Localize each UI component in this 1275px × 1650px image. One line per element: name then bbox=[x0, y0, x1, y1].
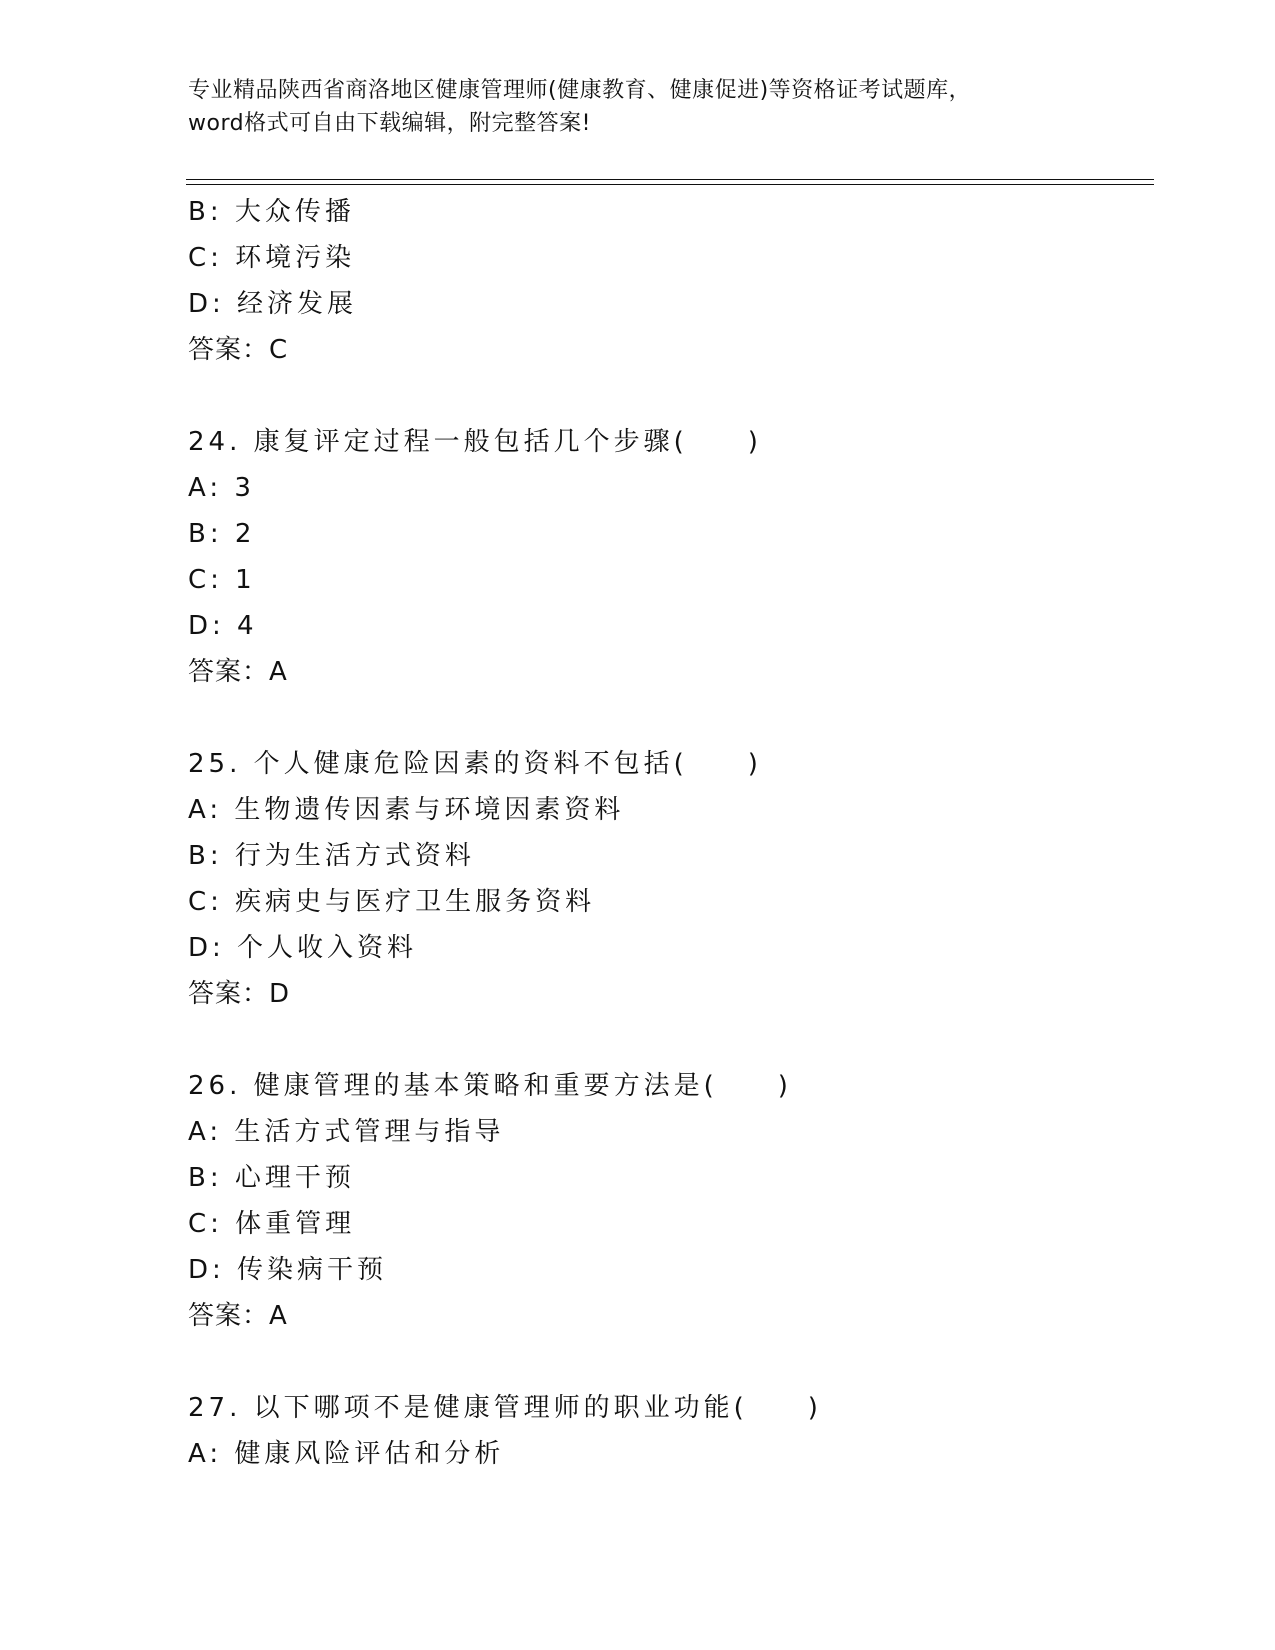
option-text: A: 生物遗传因素与环境因素资料 bbox=[188, 795, 625, 825]
option-text: C: 疾病史与医疗卫生服务资料 bbox=[188, 887, 596, 917]
option-text: D: 经济发展 bbox=[188, 289, 358, 319]
option-text: C: 环境污染 bbox=[188, 243, 356, 273]
option-text: B: 大众传播 bbox=[188, 197, 355, 227]
question-text: 27. 以下哪项不是健康管理师的职业功能( ) bbox=[188, 1393, 822, 1423]
option-text: B: 心理干预 bbox=[188, 1163, 355, 1193]
option-text: A: 3 bbox=[188, 473, 255, 503]
answer-text: 答案：C bbox=[188, 335, 289, 365]
option-text: D: 个人收入资料 bbox=[188, 933, 418, 963]
header-divider-top bbox=[186, 179, 1154, 180]
question-text: 25. 个人健康危险因素的资料不包括( ) bbox=[188, 749, 762, 779]
header-divider-bottom bbox=[186, 184, 1154, 185]
option-text: D: 传染病干预 bbox=[188, 1255, 388, 1285]
option-text: B: 行为生活方式资料 bbox=[188, 841, 475, 871]
answer-text: 答案：A bbox=[188, 1301, 288, 1331]
spacer bbox=[188, 695, 1168, 741]
answer-text: 答案：D bbox=[188, 979, 291, 1009]
spacer bbox=[188, 1017, 1168, 1063]
question-text: 26. 健康管理的基本策略和重要方法是( ) bbox=[188, 1071, 792, 1101]
option-text: A: 生活方式管理与指导 bbox=[188, 1117, 505, 1147]
document-header bbox=[188, 74, 1088, 140]
spacer bbox=[188, 373, 1168, 419]
header-line-1: 专业精品陕西省商洛地区健康管理师(健康教育、健康促进)等资格证考试题库， bbox=[188, 78, 972, 103]
question-list bbox=[188, 189, 1168, 1477]
header-line-2: word格式可自由下载编辑，附完整答案! bbox=[188, 111, 591, 136]
question-text: 24. 康复评定过程一般包括几个步骤( ) bbox=[188, 427, 762, 457]
option-text: B: 2 bbox=[188, 519, 256, 549]
option-text: C: 1 bbox=[188, 565, 256, 595]
option-text: C: 体重管理 bbox=[188, 1209, 356, 1239]
answer-text: 答案：A bbox=[188, 657, 288, 687]
option-text: A: 健康风险评估和分析 bbox=[188, 1439, 505, 1469]
option-text: D: 4 bbox=[188, 611, 258, 641]
spacer bbox=[188, 1339, 1168, 1385]
